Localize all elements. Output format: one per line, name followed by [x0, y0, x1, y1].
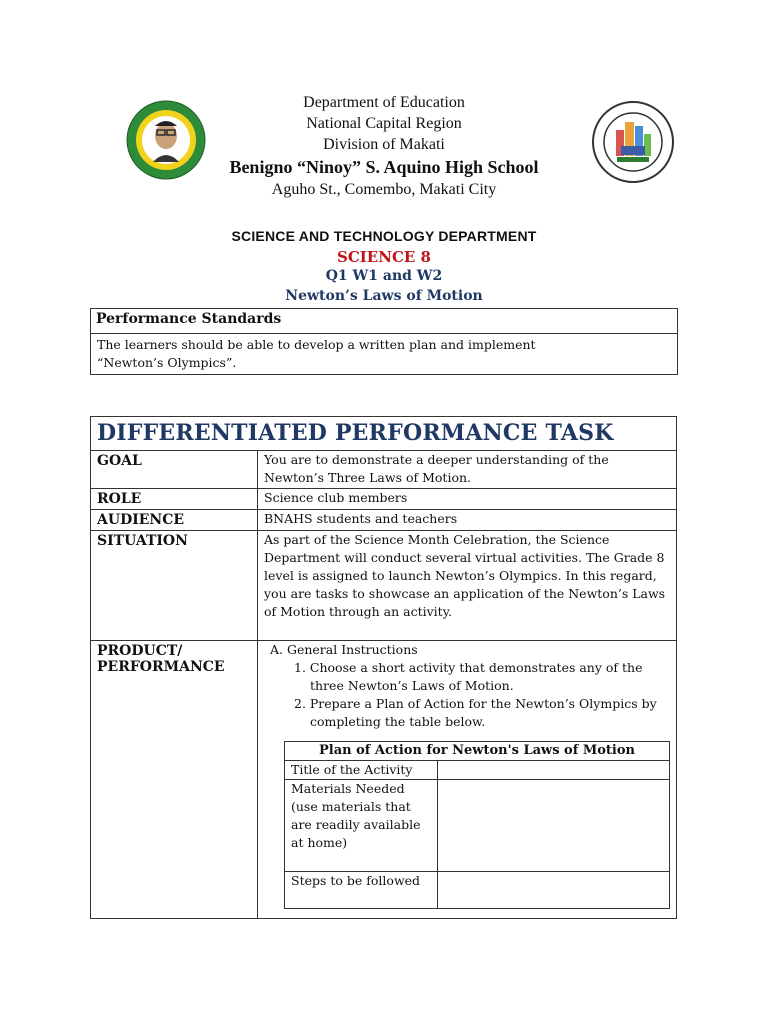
situation-value: As part of the Science Month Celebration, the Science Department will conduct several virtual activities. The Grade 8 level is assigned to launch Newton’s Olympics. In this regard, you are tasks to showcase an application of the Newton’s Laws of Motion through an activity.	[258, 531, 677, 641]
subject-title: SCIENCE 8	[337, 248, 431, 266]
goal-label: GOAL	[91, 451, 258, 489]
performance-standards-text	[91, 334, 677, 374]
audience-value: BNAHS students and teachers	[258, 510, 677, 531]
header-line-region: National Capital Region	[306, 115, 462, 132]
school-name: Benigno “Ninoy” S. Aquino High School	[229, 157, 539, 177]
situation-label: SITUATION	[91, 531, 258, 641]
goal-value: You are to demonstrate a deeper understanding of the Newton’s Three Laws of Motion.	[258, 451, 677, 489]
performance-standards-heading: Performance Standards	[91, 309, 677, 334]
plan-row-steps-label: Steps to be followed	[285, 872, 438, 909]
instruction-item-2: 2. Prepare a Plan of Action for the Newton’s Olympics by completing the table below.	[294, 696, 657, 729]
plan-title: Plan of Action for Newton's Laws of Motion	[285, 742, 670, 761]
task-title: DIFFERENTIATED PERFORMANCE TASK	[91, 417, 677, 451]
header-line-division: Division of Makati	[323, 136, 445, 153]
plan-of-action-table	[284, 741, 670, 909]
quarter-week: Q1 W1 and W2	[325, 268, 443, 284]
role-label: ROLE	[91, 489, 258, 510]
plan-row-title-label: Title of the Activity	[285, 761, 438, 780]
instruction-item-1: 1. Choose a short activity that demonstrates any of the three Newton’s Laws of Motion.	[294, 660, 643, 693]
letterhead	[0, 92, 768, 200]
product-performance-value	[258, 641, 677, 919]
performance-standards-line2: “Newton’s Olympics”.	[97, 355, 237, 370]
header-line-deped: Department of Education	[303, 94, 465, 111]
product-label: PRODUCT/	[97, 643, 183, 659]
plan-row-steps-input[interactable]	[438, 872, 670, 909]
school-address: Aguho St., Comembo, Makati City	[271, 181, 497, 198]
plan-row-title-input[interactable]	[438, 761, 670, 780]
general-instructions-heading: A. General Instructions	[270, 642, 418, 657]
plan-row-materials-input[interactable]	[438, 780, 670, 872]
audience-label: AUDIENCE	[91, 510, 258, 531]
plan-row-materials-label: Materials Needed (use materials that are readily available at home)	[285, 780, 438, 872]
topic-title: Newton’s Laws of Motion	[285, 288, 483, 304]
product-performance-label	[91, 641, 258, 919]
performance-task-table	[90, 416, 677, 919]
performance-standards-box	[90, 308, 678, 375]
performance-label: PERFORMANCE	[97, 659, 225, 675]
department-title: SCIENCE AND TECHNOLOGY DEPARTMENT	[231, 228, 537, 244]
performance-standards-line1: The learners should be able to develop a written plan and implement	[97, 337, 536, 352]
role-value: Science club members	[258, 489, 677, 510]
